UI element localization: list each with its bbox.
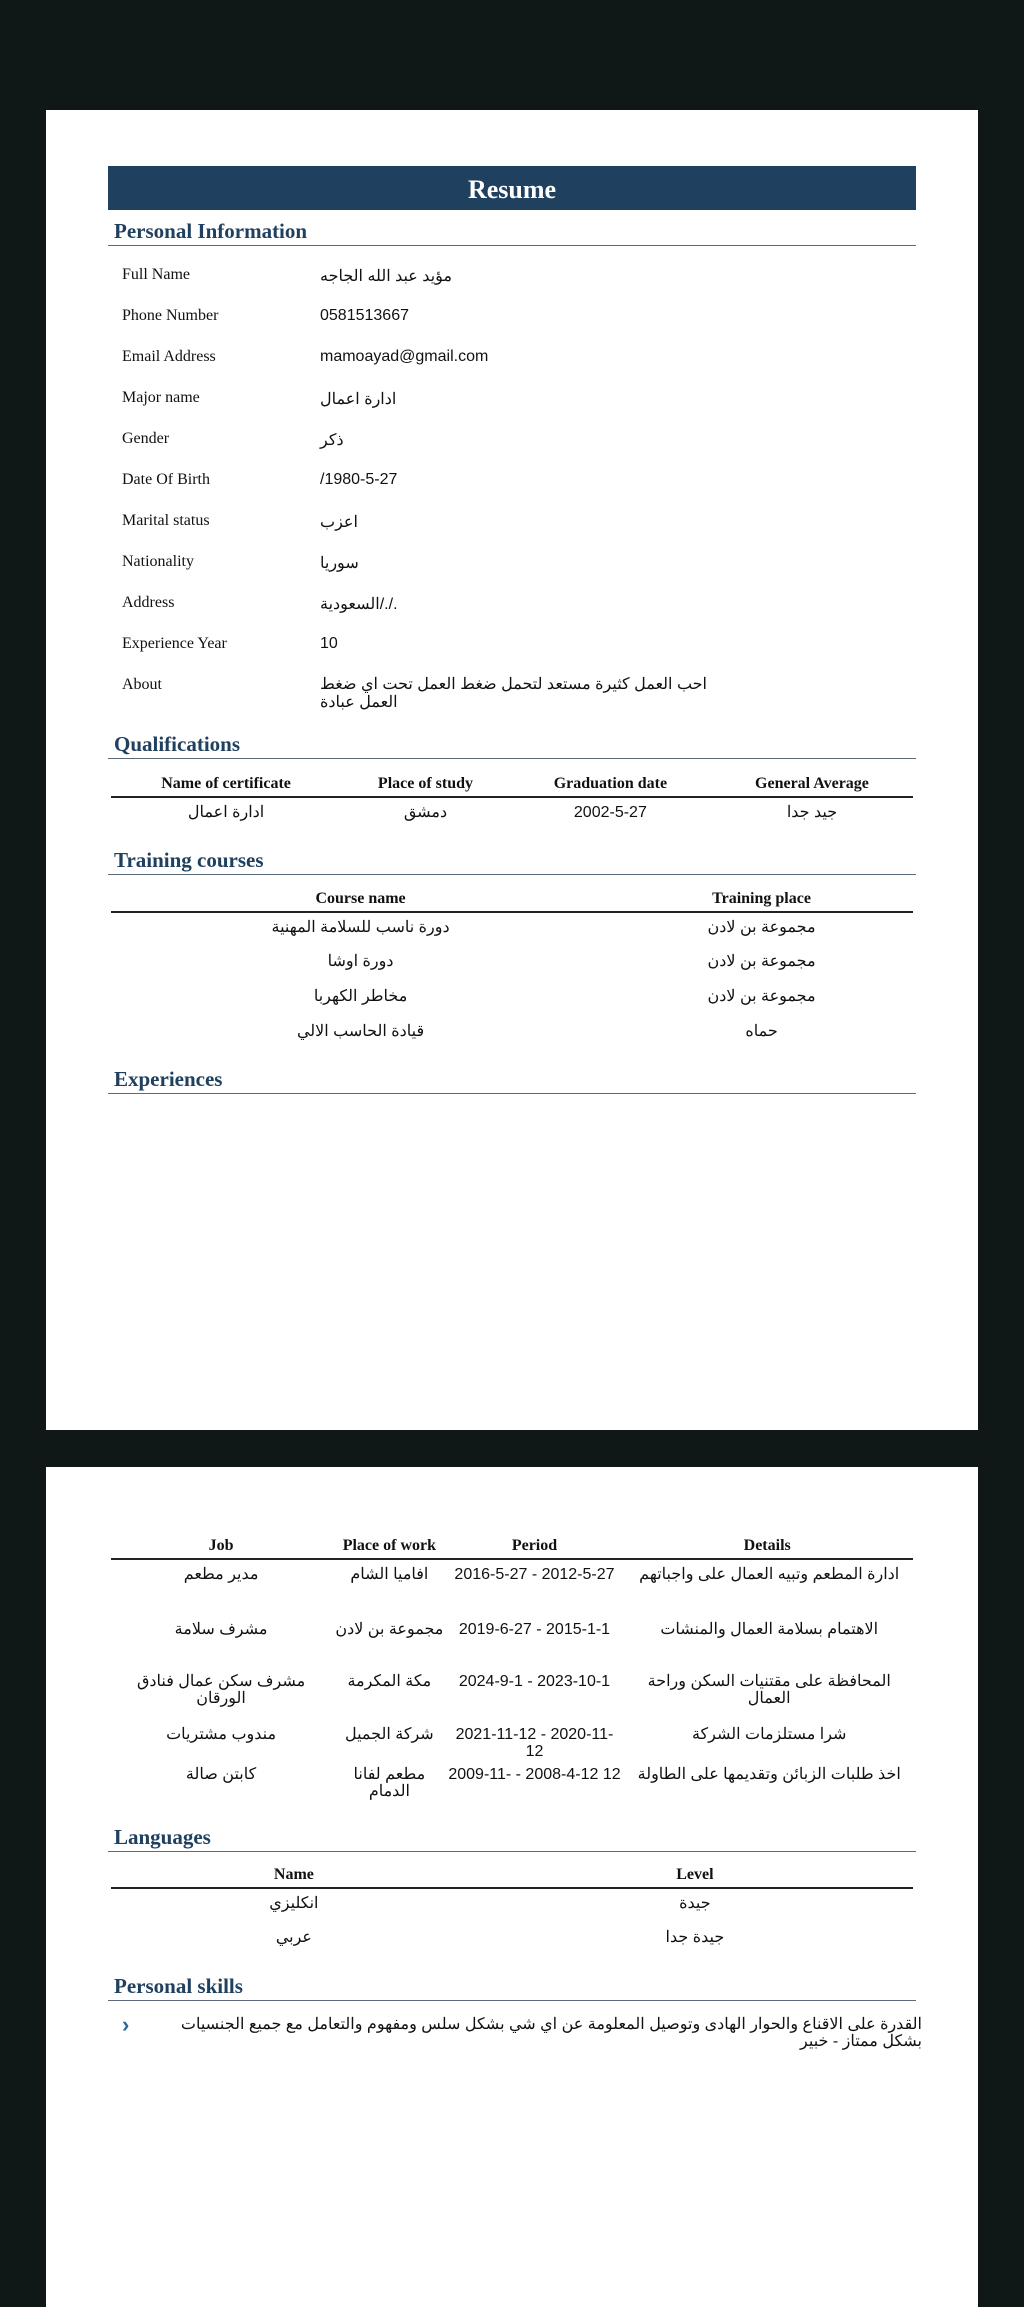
cell: عربي: [275, 1929, 312, 1946]
cell: دمشق: [403, 804, 448, 821]
table-row: [111, 912, 913, 947]
resume-page-2: [46, 1467, 978, 2307]
cell: ادارة المطعم وتبيه العمال على واجباتهم: [639, 1566, 900, 1583]
cell: مجموعة بن لادن: [707, 988, 816, 1005]
cell: شركة الجميل: [344, 1726, 434, 1743]
field-label: Gender: [122, 430, 170, 447]
col-header: Period: [448, 1535, 622, 1559]
col-header: Place of study: [341, 773, 510, 797]
col-header: Level: [477, 1864, 913, 1888]
section-experiences: Experiences: [108, 1068, 916, 1094]
col-header: Place of work: [331, 1535, 447, 1559]
section-training-courses: Training courses: [108, 849, 916, 875]
languages-table: [111, 1864, 913, 1958]
table-row: [111, 1760, 913, 1810]
cell: ادارة اعمال: [187, 804, 265, 821]
field-label: Experience Year: [122, 635, 227, 652]
cell: قيادة الحاسب الالي: [296, 1023, 425, 1040]
cell: مطعم لفانا الدمام: [353, 1766, 426, 1800]
field-value: /1980-5-27: [320, 471, 398, 488]
col-header: General Average: [711, 773, 913, 797]
cell: جيدة: [679, 1895, 711, 1912]
field-value: مؤيد عبد الله الجاجه: [320, 268, 452, 285]
field-label: Marital status: [122, 512, 210, 529]
chevron-right-icon: ›: [122, 2012, 130, 2037]
field-label: About: [122, 676, 162, 693]
cell: 2019-6-27 - 2015-1-1: [458, 1621, 611, 1638]
col-header: Name of certificate: [111, 773, 341, 797]
col-header: Name: [111, 1864, 477, 1888]
field-label: Date Of Birth: [122, 471, 210, 488]
cell: جيدة جدا: [665, 1929, 725, 1946]
field-label: Nationality: [122, 553, 194, 570]
field-label: Major name: [122, 389, 200, 406]
table-row: [111, 797, 913, 825]
cell: مندوب مشتريات: [166, 1726, 277, 1743]
cell: الاهتمام بسلامة العمال والمنشات: [660, 1621, 879, 1638]
qualifications-table: [111, 773, 913, 825]
col-header: Graduation date: [510, 773, 711, 797]
field-value: اعزب: [320, 514, 358, 531]
field-value: 0581513667: [320, 307, 409, 324]
field-value: احب العمل كثيرة مستعد لتحمل ضغط العمل تحت اي ضغط العمل عبادة: [320, 676, 707, 711]
experiences-table: [111, 1535, 913, 1810]
field-value: السعودية/./.: [320, 596, 398, 613]
table-row: [111, 982, 913, 1017]
field-label: Full Name: [122, 266, 190, 283]
cell: مكة المكرمة: [347, 1673, 432, 1690]
table-row: [111, 1888, 913, 1923]
section-personal-information: Personal Information: [108, 220, 916, 246]
training-table: [111, 888, 913, 1052]
cell: 2009-11- - 2008-4-12 12: [448, 1766, 621, 1783]
table-row: [111, 1667, 913, 1720]
cell: 2016-5-27 - 2012-5-27: [454, 1566, 615, 1583]
cell: مدير مطعم: [183, 1566, 259, 1583]
field-value: سوريا: [320, 555, 359, 572]
skill-text: القدرة على الاقناع والحوار الهادى وتوصيل المعلومة عن اي شي بشكل سلس ومفهوم والتعامل مع جميع الجنسيات بشكل ممتاز - خبير: [180, 2016, 922, 2050]
cell: مجموعة بن لادن: [707, 919, 816, 936]
table-row: [111, 947, 913, 982]
cell: المحافظة على مقتنيات السكن وراحة العمال: [647, 1673, 891, 1707]
section-qualifications: Qualifications: [108, 733, 916, 759]
table-row: [111, 1017, 913, 1052]
cell: دورة اوشا: [327, 953, 394, 970]
cell: جيد جدا: [786, 804, 838, 821]
cell: 2002-5-27: [573, 804, 647, 821]
cell: مجموعة بن لادن: [707, 953, 816, 970]
cell: 2024-9-1 - 2023-10-1: [458, 1673, 611, 1690]
field-label: Email Address: [122, 348, 216, 365]
cell: شرا مستلزمات الشركة: [691, 1726, 847, 1743]
cell: افاميا الشام: [350, 1566, 429, 1583]
table-row: [111, 1720, 913, 1760]
section-personal-skills: Personal skills: [108, 1975, 916, 2001]
field-value: mamoayad@gmail.com: [320, 348, 489, 365]
field-label: Phone Number: [122, 307, 219, 324]
table-row: [111, 1615, 913, 1667]
section-languages: Languages: [108, 1826, 916, 1852]
cell: مشرف سلامة: [174, 1621, 268, 1638]
col-header: Job: [111, 1535, 331, 1559]
table-row: [111, 1923, 913, 1958]
field-value: ادارة اعمال: [320, 391, 397, 408]
resume-title: Resume: [108, 166, 916, 210]
resume-page-1: [46, 110, 978, 1430]
cell: اخذ طلبات الزبائن وتقديمها على الطاولة: [637, 1766, 901, 1783]
table-row: [111, 1559, 913, 1615]
col-header: Course name: [111, 888, 610, 912]
cell: كابتن صالة: [185, 1766, 257, 1783]
field-value: 10: [320, 635, 338, 652]
field-value: ذكر: [320, 432, 344, 449]
cell: دورة ناسب للسلامة المهنية: [271, 919, 450, 936]
cell: مجموعة بن لادن: [335, 1621, 444, 1638]
cell: مخاطر الكهربا: [313, 988, 408, 1005]
col-header: Training place: [610, 888, 913, 912]
cell: 2021-11-12 - 2020-11-12: [455, 1726, 614, 1760]
field-label: Address: [122, 594, 175, 611]
col-header: Details: [621, 1535, 913, 1559]
cell: حماه: [745, 1023, 778, 1040]
cell: مشرف سكن عمال فنادق الورقان: [136, 1673, 306, 1707]
cell: انكليزي: [269, 1895, 319, 1912]
